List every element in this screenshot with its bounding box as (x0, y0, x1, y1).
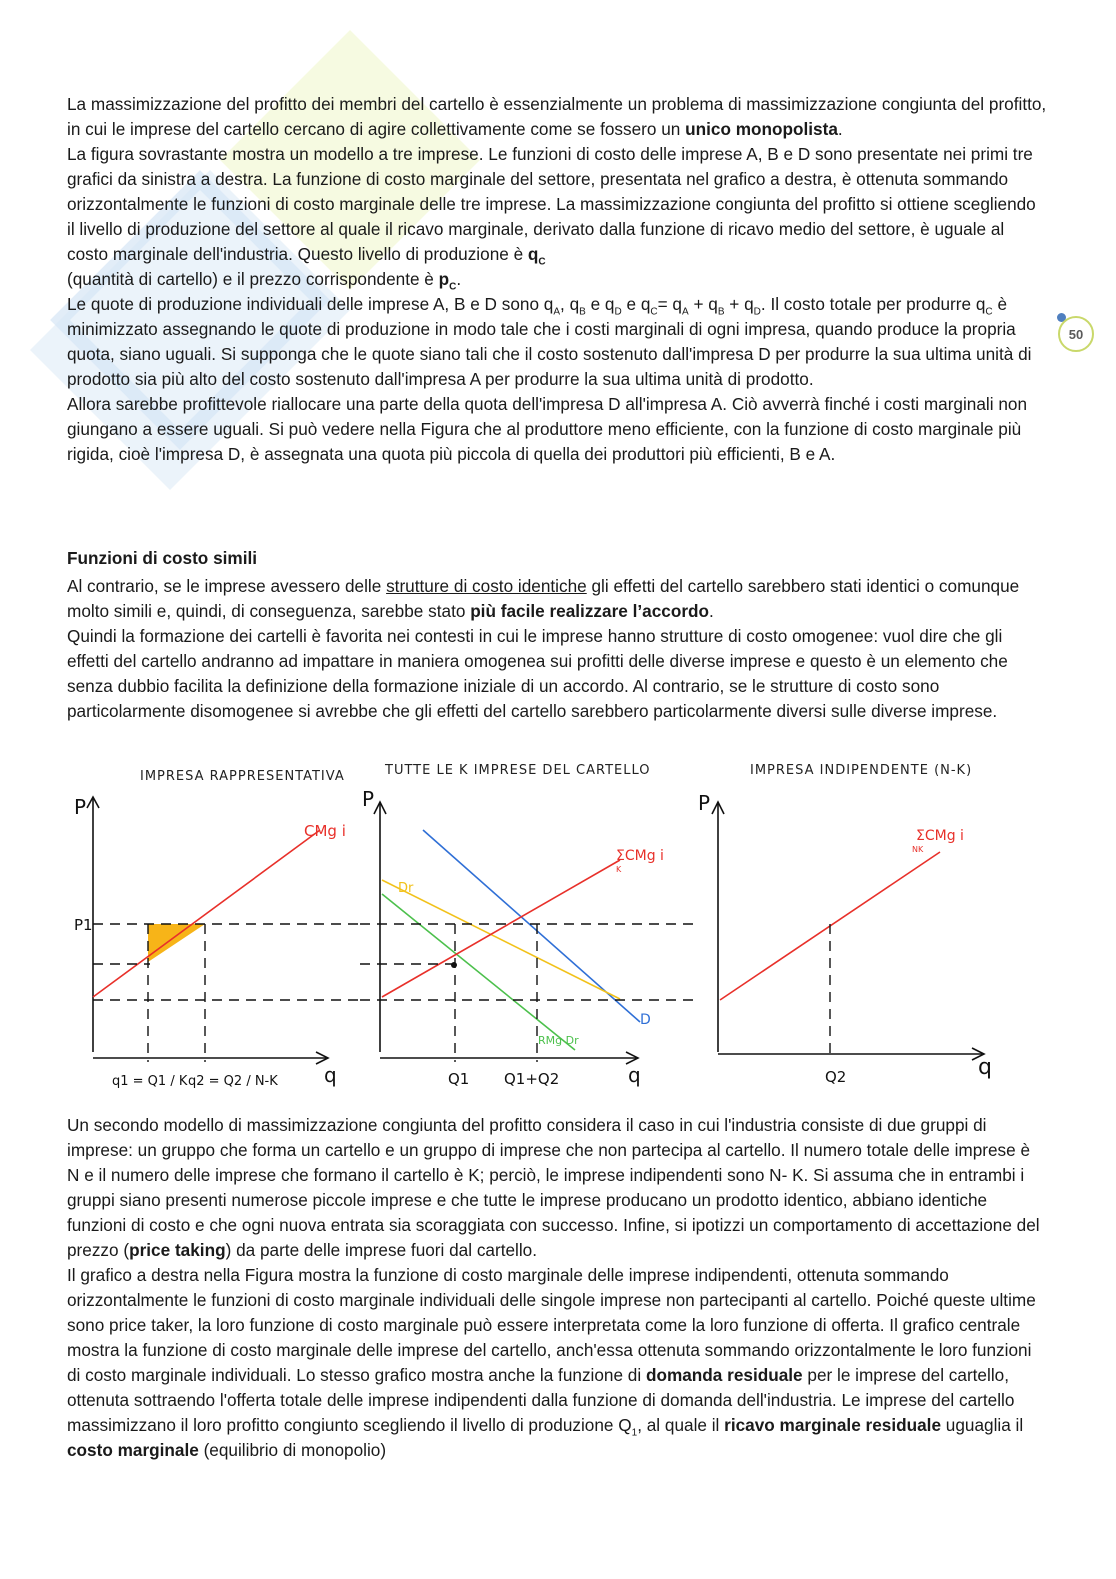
d-label: D (640, 1012, 651, 1028)
panel2-chart (360, 787, 700, 1088)
cmg-label: CMg i (304, 822, 346, 840)
p1-label: P1 (74, 916, 93, 934)
surplus-triangle (148, 924, 205, 962)
similar-cost-paragraphs (67, 574, 1047, 724)
q-axis-label: q (628, 1063, 641, 1087)
dr-label: Dr (398, 881, 414, 896)
model2-paragraphs (67, 1113, 1047, 1463)
panel3-title: IMPRESA INDIPENDENTE (N-K) (750, 763, 973, 778)
section-heading: Funzioni di costo simili (67, 548, 258, 568)
paragraph: Al contrario, se le imprese avessero delle strutture di costo identiche gli effetti del cartello sarebbero stati identici o comunque molto simili e, quindi, di conseguenza, sarebbe stato più facile realizzare l’accordo. (67, 576, 1020, 621)
panel3-chart (698, 791, 992, 1086)
p-axis-label: P (698, 791, 711, 815)
q-axis-label: q (978, 1055, 992, 1080)
sum-cmg-label: ΣCMg i (616, 848, 664, 864)
rmg-label: RMg Dr (538, 1034, 579, 1047)
paragraph: Allora sarebbe profittevole riallocare una parte della quota dell'impresa D all'impresa A. Ciò avverrà finché i costi marginali non giungano a essere uguali. Si può vedere nella Figura che al produttore meno efficiente, con la funzione di costo marginale più rigida, cioè l'impresa D, è assegnata una quota più piccola di quella dei produttori più efficienti, B e A. (67, 394, 1027, 464)
q2-formula: q2 = Q2 / N-K (188, 1074, 278, 1089)
sum-cmg-sub: K (616, 865, 622, 874)
paragraph: Le quote di produzione individuali delle imprese A, B e D sono $q_A$, $q_B$ e $q_D$ e $q_C= q_A + q_B + q_D$. Il costo totale per produrre $q_C$ è minimizzato assegnando le quote di produzione in modo tale che i costi marginali di ogni impresa, quando produce la propria quota, siano uguali. Si supponga che le quote siano tali che il costo sostenuto dall'impresa D per produrre la sua ultima unità di prodotto sia più alto del costo sostenuto dall'impresa A per produrre la sua ultima unità di prodotto. (67, 294, 1032, 389)
paragraph: Quindi la formazione dei cartelli è favorita nei contesti in cui le imprese hanno strutture di costo omogenee: vuol dire che gli effetti del cartello andranno ad impattare in maniera omogenea sui profitti delle diverse imprese e questo è un elemento che senza dubbio facilita la definizione della formazione iniziale di un accordo. Al contrario, se le strutture di costo sono particolarmente disomogenee si avrebbe che gli effetti del cartello sarebbero particolarmente diversi sulle diverse imprese. (67, 626, 1008, 721)
sum-cmg-sub: NK (912, 845, 924, 854)
intro-paragraphs (67, 92, 1047, 467)
paragraph: La massimizzazione del profitto dei membri del cartello è essenzialmente un problema di massimizzazione congiunta del profitto, in cui le imprese del cartello cercano di agire collettivamente come se fossero un unico monopolista. (67, 94, 1047, 139)
panel2-title: TUTTE LE K IMPRESE DEL CARTELLO (385, 763, 651, 778)
sum-cmg-label: ΣCMg i (916, 828, 964, 844)
paragraph: La figura sovrastante mostra un modello a tre imprese. Le funzioni di costo delle imprese A, B e D sono presentate nei primi tre grafici da sinistra a destra. La funzione di costo marginale del settore, presentata nel grafico a destra, è ottenuta sommando orizzontalmente le funzioni di costo marginale delle tre imprese. La massimizzazione congiunta del profitto si ottiene scegliendo il livello di produzione del settore al quale il ricavo marginale, derivato dalla funzione di ricavo medio del settore, è uguale al costo marginale dell'industria. Questo livello di produzione è $q_C$ (67, 144, 1036, 268)
q1-formula: q1 = Q1 / K (112, 1074, 188, 1089)
paragraph: Un secondo modello di massimizzazione congiunta del profitto considera il caso in cui l'industria consiste di due gruppi di imprese: un gruppo che forma un cartello e un gruppo di imprese che non partecipa al cartello. Il numero totale delle imprese è N e il numero delle imprese che formano il cartello è K; perciò, le imprese indipendenti sono N- K. Si assuma che in entrambi i gruppi siano presenti numerose piccole imprese e che tutte le imprese producano un prodotto identico, abbiano identiche funzioni di costo e che ogni nuova entrata sia scoraggiata con successo. Infine, si ipotizzi un comportamento di accettazione del prezzo (price taking) da parte delle imprese fuori dal cartello. (67, 1115, 1040, 1260)
panel1-title: IMPRESA RAPPRESENTATIVA (140, 769, 345, 784)
paragraph: (quantità di cartello) e il prezzo corrispondente è $p_C$. (67, 269, 462, 293)
page-number: 50 (1058, 316, 1094, 352)
panel1-chart (74, 795, 360, 1089)
Q2-label: Q2 (825, 1068, 847, 1086)
p-axis-label: P (74, 795, 87, 819)
Q1-label: Q1 (448, 1070, 470, 1088)
Q1Q2-label: Q1+Q2 (504, 1070, 560, 1088)
q-axis-label: q (324, 1063, 337, 1087)
p-axis-label: P (362, 787, 375, 811)
paragraph: Il grafico a destra nella Figura mostra la funzione di costo marginale delle imprese indipendenti, ottenuta sommando orizzontalmente le funzioni di costo marginale individuali delle singole imprese non partecipanti al cartello. Poiché queste ultime sono price taker, la loro funzione di costo marginale può essere interpretata come la loro funzione di offerta. Il grafico centrale mostra la funzione di costo marginale delle imprese del cartello, anch'essa ottenuta sommando orizzontalmente le loro funzioni di costo marginale individuali. Lo stesso grafico mostra anche la funzione di domanda residuale per le imprese del cartello, ottenuta sottraendo l'offerta totale delle imprese indipendenti dalla funzione di domanda dell'industria. Le imprese del cartello massimizzano il loro profitto congiunto scegliendo il livello di produzione $Q_1$, al quale il ricavo marginale residuale uguaglia il costo marginale (equilibrio di monopolio) (67, 1265, 1036, 1460)
cartel-figure (60, 752, 1050, 1108)
